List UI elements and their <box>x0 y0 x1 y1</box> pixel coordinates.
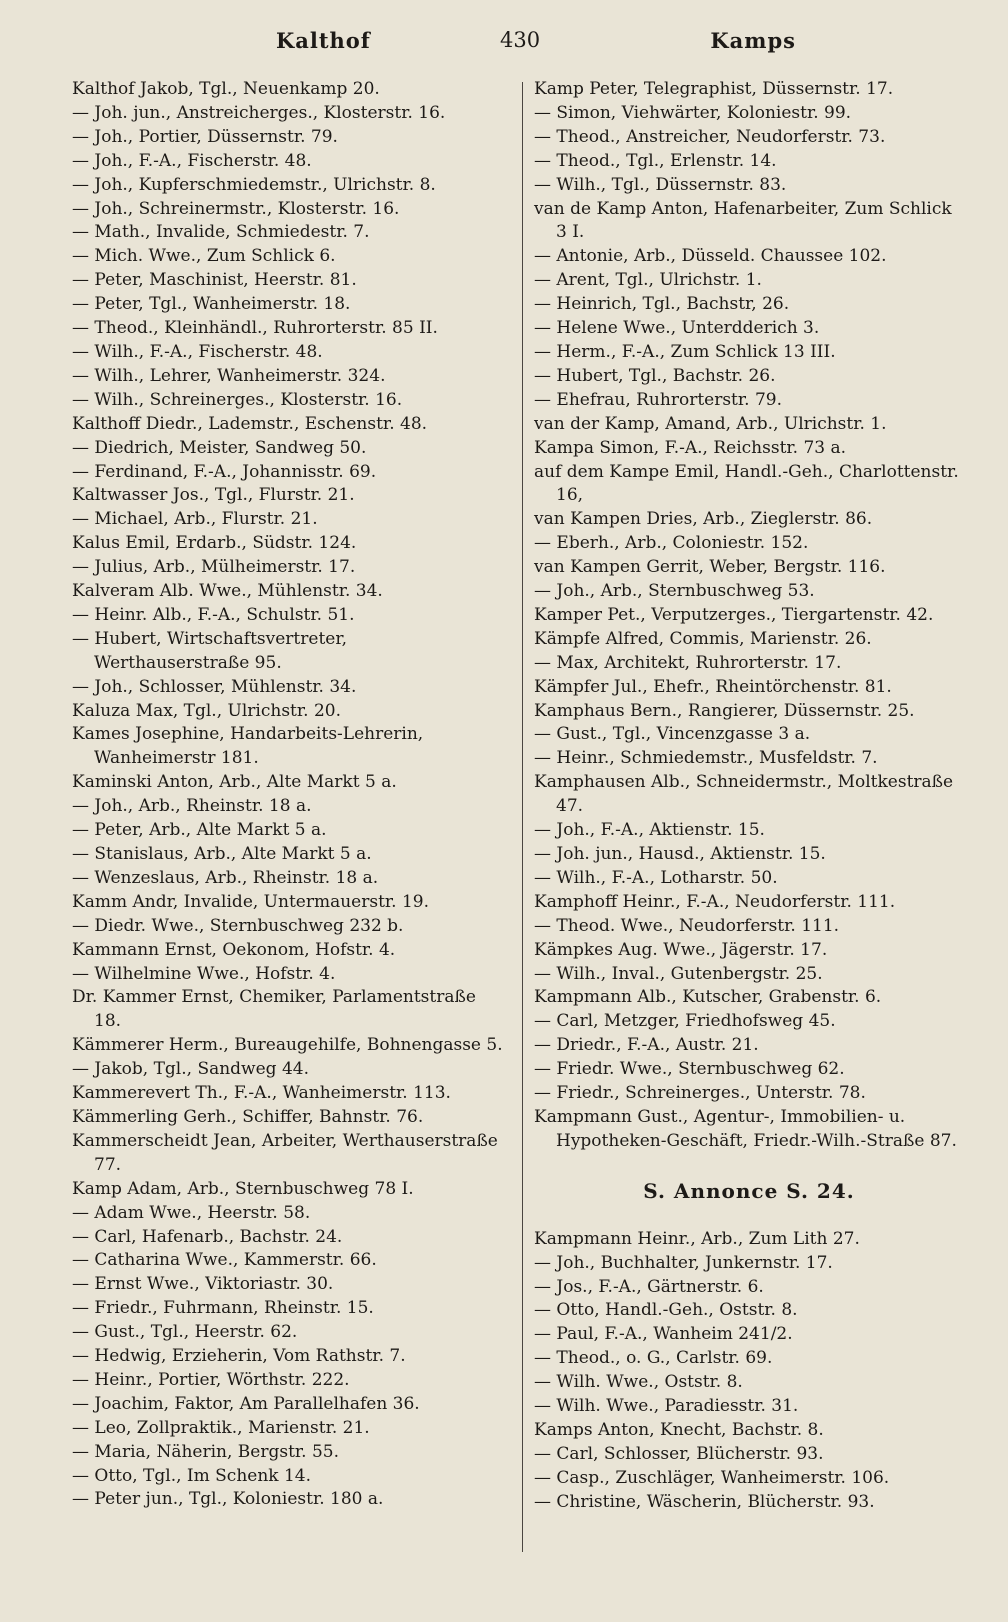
annonce-note: S. Annonce S. 24. <box>643 1178 855 1203</box>
directory-entry: — Wilh., Inval., Gutenbergstr. 25. <box>534 963 823 984</box>
directory-entry: — Heinrich, Tgl., Bachstr, 26. <box>534 294 790 315</box>
directory-entry: — Joh., Arb., Rheinstr. 18 a. <box>72 796 312 817</box>
directory-entry: — Wilh., F.-A., Lotharstr. 50. <box>534 867 778 888</box>
directory-entry: — Friedr. Wwe., Sternbuschweg 62. <box>534 1059 845 1080</box>
directory-entry: — Paul, F.-A., Wanheim 241/2. <box>534 1324 793 1345</box>
directory-entry: Kamphausen Alb., Schneidermstr., Moltkestraße 47. <box>534 772 954 817</box>
directory-entry: Kalthof Jakob, Tgl., Neuenkamp 20. <box>72 79 380 99</box>
directory-entry: — Wilh. Wwe., Oststr. 8. <box>534 1372 743 1393</box>
directory-entry: Kaltwasser Jos., Tgl., Flurstr. 21. <box>72 485 355 506</box>
directory-entry: Kames Josephine, Handarbeits-Lehrerin, Wanheimerstr 181. <box>72 724 424 769</box>
directory-entry: Kamp Adam, Arb., Sternbuschweg 78 I. <box>72 1178 414 1199</box>
right-column-bottom <box>534 1228 964 1515</box>
directory-entry: Kammann Ernst, Oekonom, Hofstr. 4. <box>72 939 396 960</box>
directory-entry: Kalveram Alb. Wwe., Mühlenstr. 34. <box>72 581 383 602</box>
directory-entry: — Joh., Portier, Düssernstr. 79. <box>72 126 338 147</box>
directory-entry: — Simon, Viehwärter, Koloniestr. 99. <box>534 102 852 123</box>
directory-entry: — Wilh., Tgl., Düssernstr. 83. <box>534 174 787 195</box>
directory-entry: Dr. Kammer Ernst, Chemiker, Parlamentstraße 18. <box>72 987 476 1032</box>
directory-entry: — Joh., Arb., Sternbuschweg 53. <box>534 581 815 602</box>
directory-entry: Kämpfer Jul., Ehefr., Rheintörchenstr. 81. <box>534 676 892 697</box>
directory-entry: — Driedr., F.-A., Austr. 21. <box>534 1035 759 1056</box>
right-column <box>534 78 964 1515</box>
directory-entry: — Julius, Arb., Mülheimerstr. 17. <box>72 557 356 578</box>
directory-entry: — Michael, Arb., Flurstr. 21. <box>72 509 318 530</box>
right-column-top <box>534 78 964 1154</box>
directory-entry: — Maria, Näherin, Bergstr. 55. <box>72 1441 340 1462</box>
directory-entry: Kammerscheidt Jean, Arbeiter, Werthauserstraße 77. <box>72 1130 498 1175</box>
directory-entry: — Stanislaus, Arb., Alte Markt 5 a. <box>72 844 372 864</box>
directory-entry: — Peter, Arb., Alte Markt 5 a. <box>72 820 327 841</box>
directory-entry: Kämmerer Herm., Bureaugehilfe, Bohnengasse 5. <box>72 1035 503 1056</box>
directory-entry: — Carl, Metzger, Friedhofsweg 45. <box>534 1011 836 1032</box>
directory-entry: Kamm Andr, Invalide, Untermauerstr. 19. <box>72 891 430 912</box>
directory-entry: — Joh., F.-A., Fischerstr. 48. <box>72 150 312 171</box>
directory-entry: Kamp Peter, Telegraphist, Düssernstr. 17. <box>534 79 894 99</box>
page-number: 430 <box>500 28 541 52</box>
directory-entry: — Peter, Maschinist, Heerstr. 81. <box>72 270 357 291</box>
directory-entry: — Joh., Buchhalter, Junkernstr. 17. <box>534 1252 833 1273</box>
directory-entry: — Hedwig, Erzieherin, Vom Rathstr. 7. <box>72 1346 406 1367</box>
directory-entry: — Theod. Wwe., Neudorferstr. 111. <box>534 915 840 936</box>
directory-entry: Kammerevert Th., F.-A., Wanheimerstr. 113. <box>72 1083 451 1104</box>
directory-entry: — Jos., F.-A., Gärtnerstr. 6. <box>534 1276 764 1297</box>
directory-entry: — Heinr., Schmiedemstr., Musfeldstr. 7. <box>534 748 878 769</box>
directory-entry: — Carl, Schlosser, Blücherstr. 93. <box>534 1443 824 1464</box>
directory-entry: — Christine, Wäscherin, Blücherstr. 93. <box>534 1491 875 1512</box>
directory-entry: — Hubert, Tgl., Bachstr. 26. <box>534 365 776 386</box>
directory-entry: — Wenzeslaus, Arb., Rheinstr. 18 a. <box>72 867 379 888</box>
directory-entry: Kamps Anton, Knecht, Bachstr. 8. <box>534 1419 824 1440</box>
directory-entry: — Heinr., Portier, Wörthstr. 222. <box>72 1369 350 1390</box>
directory-entry: — Joh., Schreinermstr., Klosterstr. 16. <box>72 198 400 219</box>
directory-entry: Kampmann Alb., Kutscher, Grabenstr. 6. <box>534 987 882 1008</box>
directory-entry: Kamphoff Heinr., F.-A., Neudorferstr. 111. <box>534 891 896 912</box>
directory-entry: Kamphaus Bern., Rangierer, Düssernstr. 25. <box>534 700 915 721</box>
directory-entry: — Joachim, Faktor, Am Parallelhafen 36. <box>72 1393 420 1414</box>
directory-entry: van der Kamp, Amand, Arb., Ulrichstr. 1. <box>534 413 887 434</box>
directory-entry: — Joh., F.-A., Aktienstr. 15. <box>534 820 765 841</box>
directory-entry: Kampmann Heinr., Arb., Zum Lith 27. <box>534 1228 860 1249</box>
directory-entry: — Otto, Tgl., Im Schenk 14. <box>72 1465 312 1486</box>
directory-entry: — Theod., Tgl., Erlenstr. 14. <box>534 150 777 171</box>
directory-entry: Kaminski Anton, Arb., Alte Markt 5 a. <box>72 772 397 793</box>
directory-entry: — Ernst Wwe., Viktoriastr. 30. <box>72 1274 334 1295</box>
directory-entry: — Hubert, Wirtschaftsvertreter, Werthauserstraße 95. <box>72 628 347 673</box>
directory-entry: — Catharina Wwe., Kammerstr. 66. <box>72 1250 377 1271</box>
directory-entry: Kampa Simon, F.-A., Reichsstr. 73 a. <box>534 437 847 458</box>
directory-entry: — Joh. jun., Anstreicherges., Klosterstr. 16. <box>72 102 446 123</box>
directory-entry: — Max, Architekt, Ruhrorterstr. 17. <box>534 652 842 673</box>
directory-entry: — Wilh., F.-A., Fischerstr. 48. <box>72 341 323 362</box>
directory-entry: Kaluza Max, Tgl., Ulrichstr. 20. <box>72 700 341 721</box>
directory-entry: — Wilh. Wwe., Paradiesstr. 31. <box>534 1396 799 1417</box>
directory-entry: — Wilh., Lehrer, Wanheimerstr. 324. <box>72 365 386 386</box>
directory-entry: — Joh., Schlosser, Mühlenstr. 34. <box>72 676 357 697</box>
directory-entry: — Friedr., Fuhrmann, Rheinstr. 15. <box>72 1298 374 1319</box>
directory-entry: Kämpkes Aug. Wwe., Jägerstr. 17. <box>534 939 828 960</box>
directory-entry: — Diedr. Wwe., Sternbuschweg 232 b. <box>72 915 404 936</box>
directory-entry: — Gust., Tgl., Vincenzgasse 3 a. <box>534 724 811 745</box>
directory-entry: Kalus Emil, Erdarb., Südstr. 124. <box>72 533 357 554</box>
column-divider <box>522 82 523 1552</box>
directory-entry: — Ehefrau, Ruhrorterstr. 79. <box>534 389 782 410</box>
directory-entry: — Eberh., Arb., Coloniestr. 152. <box>534 533 809 554</box>
directory-entry: — Jakob, Tgl., Sandweg 44. <box>72 1059 309 1080</box>
directory-entry: — Adam Wwe., Heerstr. 58. <box>72 1202 311 1223</box>
directory-entry: — Helene Wwe., Unterdderich 3. <box>534 318 820 339</box>
directory-entry: — Mich. Wwe., Zum Schlick 6. <box>72 246 336 267</box>
directory-entry: — Casp., Zuschläger, Wanheimerstr. 106. <box>534 1467 890 1488</box>
directory-entry: — Arent, Tgl., Ulrichstr. 1. <box>534 270 762 291</box>
directory-entry: auf dem Kampe Emil, Handl.-Geh., Charlottenstr. 16, <box>534 461 959 506</box>
directory-entry: van Kampen Gerrit, Weber, Bergstr. 116. <box>534 557 886 578</box>
directory-entry: — Joh. jun., Hausd., Aktienstr. 15. <box>534 844 826 864</box>
directory-entry: — Antonie, Arb., Düsseld. Chaussee 102. <box>534 246 887 267</box>
directory-entry: — Joh., Kupferschmiedemstr., Ulrichstr. 8. <box>72 174 436 195</box>
directory-entry: — Diedrich, Meister, Sandweg 50. <box>72 437 367 458</box>
directory-entry: van de Kamp Anton, Hafenarbeiter, Zum Schlick 3 I. <box>534 198 952 243</box>
directory-entry: — Theod., Kleinhändl., Ruhrorterstr. 85 II. <box>72 318 438 339</box>
directory-entry: Kampmann Gust., Agentur-, Immobilien- u. Hypotheken-Geschäft, Friedr.-Wilh.-Straße 87. <box>534 1106 957 1151</box>
directory-entry: — Theod., Anstreicher, Neudorferstr. 73. <box>534 126 886 147</box>
directory-entry: — Leo, Zollpraktik., Marienstr. 21. <box>72 1417 370 1438</box>
page-header <box>70 28 966 62</box>
directory-entry: Kalthoff Diedr., Lademstr., Eschenstr. 48. <box>72 413 428 434</box>
directory-entry: — Wilhelmine Wwe., Hofstr. 4. <box>72 963 336 984</box>
directory-entry: — Math., Invalide, Schmiedestr. 7. <box>72 222 370 243</box>
left-column <box>72 78 504 1512</box>
directory-entry: — Carl, Hafenarb., Bachstr. 24. <box>72 1226 343 1247</box>
directory-entry: Kämmerling Gerh., Schiffer, Bahnstr. 76. <box>72 1106 424 1127</box>
header-left-word: Kalthof <box>276 28 371 53</box>
directory-entry: — Gust., Tgl., Heerstr. 62. <box>72 1322 298 1343</box>
directory-entry: — Wilh., Schreinerges., Klosterstr. 16. <box>72 389 403 410</box>
directory-entry: — Peter, Tgl., Wanheimerstr. 18. <box>72 294 351 315</box>
directory-entry: — Friedr., Schreinerges., Unterstr. 78. <box>534 1083 866 1104</box>
directory-entry: Kamper Pet., Verputzerges., Tiergartenstr. 42. <box>534 604 934 625</box>
directory-entry: — Herm., F.-A., Zum Schlick 13 III. <box>534 341 836 362</box>
header-right-word: Kamps <box>710 28 796 53</box>
directory-entry: — Ferdinand, F.-A., Johannisstr. 69. <box>72 461 377 482</box>
directory-entry: — Peter jun., Tgl., Koloniestr. 180 a. <box>72 1489 384 1510</box>
directory-entry: — Heinr. Alb., F.-A., Schulstr. 51. <box>72 604 355 625</box>
directory-entry: — Theod., o. G., Carlstr. 69. <box>534 1348 773 1369</box>
directory-entry: van Kampen Dries, Arb., Zieglerstr. 86. <box>534 509 873 530</box>
directory-entry: Kämpfe Alfred, Commis, Marienstr. 26. <box>534 628 872 649</box>
directory-entry: — Otto, Handl.-Geh., Oststr. 8. <box>534 1300 798 1321</box>
